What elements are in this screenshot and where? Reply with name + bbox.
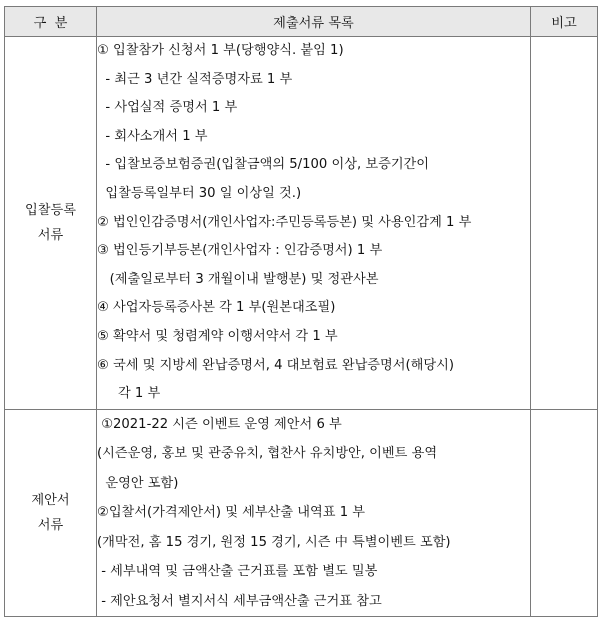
list-item: - 제안요청서 별지서식 세부금액산출 근거표 참고	[97, 593, 382, 609]
list-item: ① 입찰참가 신청서 1 부(당행양식. 붙임 1)	[97, 43, 344, 58]
list-item: ⑥ 국세 및 지방세 완납증명서, 4 대보험료 완납증명서(해당시)	[97, 357, 455, 373]
document-list	[97, 37, 531, 410]
list-item: 입찰등록일부터 30 일 이상일 것.)	[97, 185, 302, 201]
document-list	[97, 409, 531, 617]
list-item: - 입찰보증보험증권(입찰금액의 5/100 이상, 보증기간이	[97, 157, 430, 173]
list-item: ②입찰서(가격제안서) 및 세부산출 내역표 1 부	[97, 505, 366, 521]
category-line: 입찰등록	[25, 202, 76, 218]
header-category: 구 분	[5, 7, 97, 37]
note-cell	[531, 37, 598, 410]
category-line: 서류	[37, 227, 64, 243]
header-note: 비고	[531, 7, 598, 37]
category-cell	[5, 409, 97, 617]
submission-documents-table	[4, 6, 598, 617]
table-row	[5, 409, 598, 617]
category-cell	[5, 37, 97, 410]
list-item: ③ 법인등기부등본(개인사업자 : 인감증명서) 1 부	[97, 243, 383, 259]
note-cell	[531, 409, 598, 617]
header-documents: 제출서류 목록	[97, 7, 531, 37]
table-header-row	[5, 7, 598, 37]
list-item: - 세부내역 및 금액산출 근거표를 포함 별도 밀봉	[97, 564, 378, 580]
list-item: ⑤ 확약서 및 청렴계약 이행서약서 각 1 부	[97, 328, 338, 344]
list-item: - 사업실적 증명서 1 부	[97, 100, 238, 116]
list-item: ④ 사업자등록증사본 각 1 부(원본대조필)	[97, 300, 336, 316]
list-item: 각 1 부	[97, 386, 161, 402]
list-item: (시즌운영, 홍보 및 관중유치, 협찬사 유치방안, 이벤트 용역	[97, 446, 438, 462]
list-item: - 회사소개서 1 부	[97, 128, 208, 144]
list-item: (개막전, 홈 15 경기, 원정 15 경기, 시즌 中 특별이벤트 포함)	[97, 534, 451, 550]
table-row	[5, 37, 598, 410]
list-item: ② 법인인감증명서(개인사업자:주민등록등본) 및 사용인감계 1 부	[97, 214, 472, 230]
list-item: 운영안 포함)	[97, 475, 179, 491]
category-line: 서류	[37, 517, 64, 533]
list-item: (제출일로부터 3 개월이내 발행분) 및 정관사본	[97, 271, 379, 287]
list-item: ①2021-22 시즌 이벤트 운영 제안서 6 부	[97, 416, 342, 432]
category-line: 제안서	[31, 492, 70, 508]
list-item: - 최근 3 년간 실적증명자료 1 부	[97, 71, 293, 87]
